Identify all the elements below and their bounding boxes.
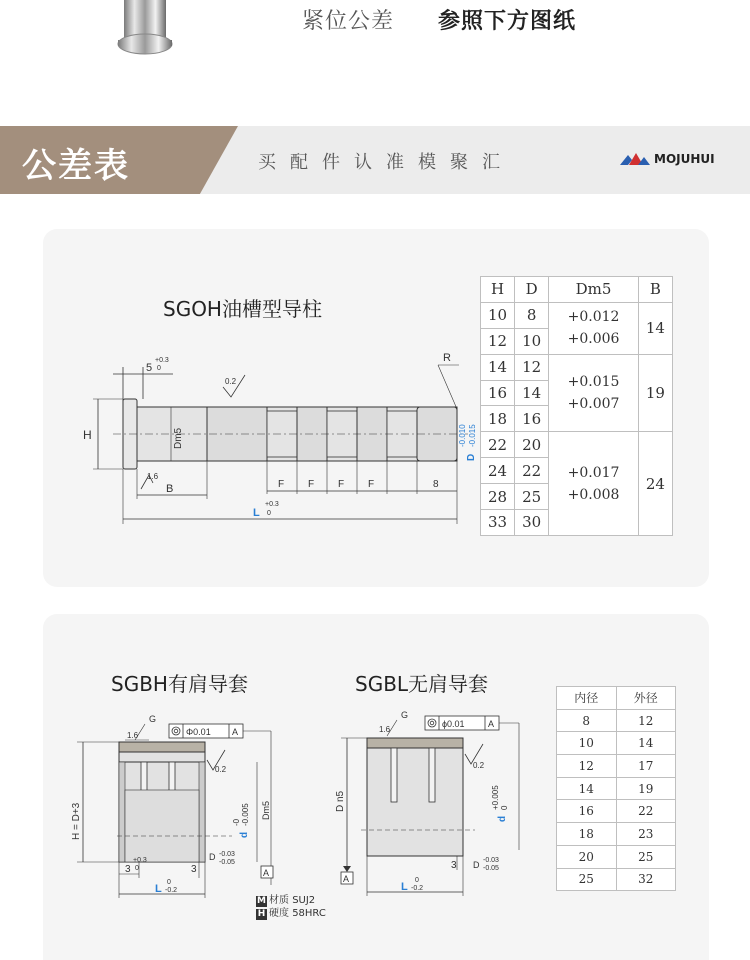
- dm5-label: Dm5: [261, 800, 271, 820]
- table-row: 12 17: [557, 755, 676, 778]
- g-label-right: G: [401, 710, 409, 720]
- sgoh-card: [43, 229, 709, 587]
- d-tol-upper: -0.010: [458, 424, 467, 447]
- three-tol-upper: +0.3: [133, 857, 147, 864]
- dm5-label: Dm5: [173, 427, 184, 449]
- table-header: 内径: [557, 687, 617, 710]
- banner-slogan: 买配件认准模聚汇: [258, 152, 514, 173]
- eight-label: 8: [433, 479, 439, 490]
- table-row: 25 32: [557, 868, 676, 891]
- three-right: 3: [191, 864, 197, 875]
- d-label-right: d: [497, 815, 508, 822]
- sgbh-title: SGBH有肩导套: [111, 672, 248, 696]
- bushing-size-table: [556, 686, 676, 891]
- sgbh-drawing: [57, 710, 297, 900]
- sgbl-title: SGBL无肩导套: [355, 672, 489, 696]
- roughness-1-6-right: 1.6: [379, 725, 391, 734]
- hardness-row: H 硬度 58HRC: [257, 908, 326, 919]
- concentricity: Φ0.01: [186, 727, 211, 737]
- d-dim-right: D: [473, 860, 480, 870]
- material-icon: M: [257, 896, 266, 906]
- three-right-sgbl: 3: [451, 860, 457, 871]
- table-row: 10 14: [557, 732, 676, 755]
- datum-a-box-right: A: [343, 874, 350, 884]
- table-header: H: [481, 277, 515, 303]
- sgoh-tolerance-table: [480, 276, 673, 536]
- tolerance-value: 参照下方图纸: [438, 9, 577, 34]
- h-label: H: [83, 428, 92, 442]
- l-tol-lower: 0: [267, 510, 271, 517]
- brand-logo: [620, 152, 715, 166]
- datum-a-right: A: [488, 719, 495, 729]
- d-tol-upper-right: -0.03: [483, 857, 499, 864]
- f-label-2: F: [308, 479, 315, 490]
- d-tol-lower: -0.015: [468, 424, 477, 447]
- table-row: 20 25: [557, 845, 676, 868]
- table-row: 16 14: [481, 380, 673, 406]
- d-upper-right: +0.005: [491, 785, 500, 810]
- g-label: G: [149, 714, 157, 724]
- hardness-icon: H: [257, 909, 266, 919]
- dn5-label: D n5: [335, 790, 346, 812]
- f-label-3: F: [338, 479, 345, 490]
- l-tol-lower-right: -0.2: [411, 885, 424, 892]
- l-label-right: L: [401, 881, 408, 893]
- guide-pin-photo: [112, 0, 178, 60]
- three-dim: 3: [125, 864, 131, 875]
- sgbl-drawing: [305, 710, 545, 900]
- l-tol-upper-right: 0: [415, 877, 419, 884]
- datum-a: A: [232, 727, 239, 737]
- mojuhui-logo-icon: [620, 152, 650, 166]
- roughness-0-2: 0.2: [215, 765, 227, 774]
- f-label-1: F: [278, 479, 285, 490]
- roughness-0-2: 0.2: [225, 377, 237, 386]
- d-lower-right: 0: [500, 805, 509, 810]
- d-tol-upper: -0.03: [219, 851, 235, 858]
- b-label: B: [166, 483, 174, 495]
- d-upper: -0: [232, 818, 241, 826]
- r-label: R: [443, 352, 451, 364]
- d-tol-lower: -0.05: [219, 859, 235, 866]
- roughness-1-6: 1.6: [127, 731, 139, 740]
- d-tol-label: D: [466, 453, 477, 461]
- shoulder-tol-upper: +0.3: [155, 357, 169, 364]
- table-header: D: [515, 277, 549, 303]
- table-row: 8 12: [557, 709, 676, 732]
- banner-title: 公差表: [22, 146, 130, 186]
- material-spec: [256, 894, 326, 920]
- l-label: L: [253, 507, 260, 519]
- table-row: 18 16: [481, 406, 673, 432]
- l-label: L: [155, 883, 162, 895]
- table-row: 16 22: [557, 800, 676, 823]
- table-row: 10 8 +0.012 +0.006 14: [481, 302, 673, 328]
- d-lower: -0.005: [241, 803, 250, 826]
- brand-name: MOJUHUI: [654, 152, 715, 166]
- table-row: 28 25: [481, 484, 673, 510]
- table-header: B: [638, 277, 672, 303]
- material-row: M 材质 SUJ2: [257, 895, 316, 906]
- table-row: 18 23: [557, 823, 676, 846]
- datum-a-box: A: [263, 868, 270, 878]
- d-dim: D: [209, 852, 216, 862]
- shoulder-dim: 5: [146, 362, 153, 374]
- guide-bushing-card: [43, 614, 709, 960]
- table-header: 外径: [616, 687, 676, 710]
- l-tol-upper: +0.3: [265, 501, 279, 508]
- f-label-4: F: [368, 479, 375, 490]
- shoulder-tol-lower: 0: [157, 365, 161, 372]
- table-row: 14 19: [557, 777, 676, 800]
- table-row: 33 30: [481, 510, 673, 536]
- top-strip: [0, 0, 750, 110]
- d-label: d: [239, 831, 250, 838]
- l-tol-upper: 0: [167, 879, 171, 886]
- roughness-1-6: 1.6: [147, 472, 159, 481]
- table-row: 22 20 +0.017 +0.008 24: [481, 432, 673, 458]
- h-equals-d3: H = D+3: [71, 802, 82, 840]
- sgoh-drawing: [73, 349, 477, 529]
- concentricity-right: ϕ0.01: [442, 719, 465, 729]
- d-tol-lower-right: -0.05: [483, 865, 499, 872]
- tolerance-label: 紧位公差: [302, 9, 395, 34]
- sgoh-title: SGOH油槽型导柱: [163, 297, 322, 321]
- l-tol-lower: -0.2: [165, 887, 178, 894]
- section-banner: [0, 126, 750, 194]
- table-row: 14 12 +0.015 +0.007 19: [481, 354, 673, 380]
- three-tol-lower: 0: [135, 865, 139, 872]
- table-header: Dm5: [549, 277, 639, 303]
- table-row: 24 22: [481, 458, 673, 484]
- table-row: 12 10: [481, 328, 673, 354]
- roughness-0-2-right: 0.2: [473, 761, 485, 770]
